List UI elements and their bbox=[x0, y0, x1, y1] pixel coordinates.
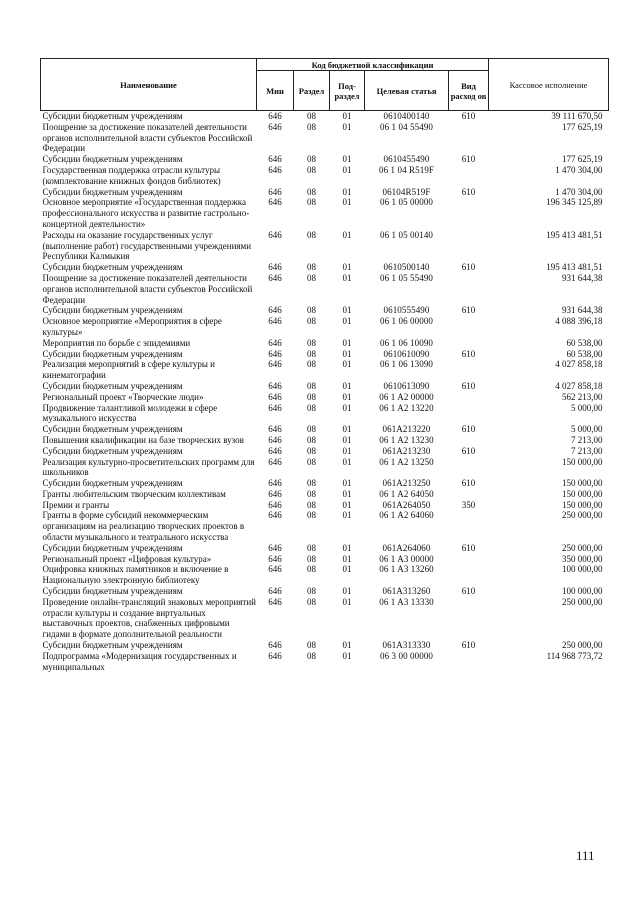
cell-min: 646 bbox=[268, 650, 282, 661]
cell-amount: 100 000,00 bbox=[562, 586, 603, 597]
cell-statya: 06 1 04 R519F bbox=[378, 164, 435, 175]
cell-statya: 06 1 05 00000 bbox=[379, 197, 434, 208]
cell-amount: 177 625,19 bbox=[562, 121, 603, 132]
cell-name: Субсидии бюджетным учреждениям bbox=[42, 424, 183, 435]
cell-name: Проведение онлайн-трансляций знаковых мероприятий отрасли культуры и создание виртуальных выставочных проектов, снабженных цифровыми гидами в формате дополнительной реальности bbox=[42, 596, 256, 640]
cell-min: 646 bbox=[268, 305, 282, 316]
cell-razdel: 08 bbox=[307, 434, 316, 445]
cell-podrazdel: 01 bbox=[342, 262, 352, 273]
cell-vid bbox=[449, 457, 489, 479]
cell-podrazdel: 01 bbox=[342, 391, 352, 402]
cell-podrazdel: 01 bbox=[342, 488, 352, 499]
cell-razdel: 08 bbox=[307, 650, 316, 661]
cell-statya: 06 1 A2 13220 bbox=[379, 402, 434, 413]
cell-vid bbox=[449, 230, 489, 262]
cell-statya: 0610613090 bbox=[383, 380, 430, 391]
cell-min: 646 bbox=[268, 478, 282, 489]
cell-podrazdel: 01 bbox=[342, 434, 352, 445]
cell-min: 646 bbox=[268, 154, 282, 165]
table-row bbox=[41, 381, 609, 392]
cell-vid: 610 bbox=[461, 348, 476, 359]
cell-name: Оцифровка книжных памятников и включение в Национальную электронную библиотеку bbox=[42, 564, 229, 586]
cell-razdel: 08 bbox=[307, 478, 316, 489]
cell-podrazdel: 01 bbox=[342, 586, 352, 597]
cell-min: 646 bbox=[268, 348, 282, 359]
cell-statya: 06 1 A3 13260 bbox=[379, 564, 434, 575]
cell-razdel: 08 bbox=[307, 596, 316, 607]
table-row bbox=[41, 457, 609, 479]
cell-amount: 5 000,00 bbox=[571, 424, 603, 435]
cell-podrazdel: 01 bbox=[342, 456, 352, 467]
cell-podrazdel: 01 bbox=[342, 402, 352, 413]
cell-podrazdel: 01 bbox=[342, 229, 352, 240]
cell-razdel: 08 bbox=[307, 456, 316, 467]
cell-amount: 1 470 304,00 bbox=[555, 164, 603, 175]
table-row bbox=[41, 338, 609, 349]
cell-amount: 350 000,00 bbox=[562, 553, 603, 564]
table-row bbox=[41, 489, 609, 500]
cell-vid bbox=[449, 435, 489, 446]
cell-statya: 061A213220 bbox=[382, 424, 431, 435]
table-row bbox=[41, 197, 609, 229]
cell-name: Гранты любительским творческим коллективам bbox=[42, 488, 226, 499]
header-amount: Кассовое исполнение bbox=[489, 59, 609, 111]
cell-name: Поощрение за достижение показателей деятельности органов исполнительной власти субъектов Российской Федерации bbox=[42, 121, 253, 154]
cell-vid: 610 bbox=[461, 542, 476, 553]
cell-razdel: 08 bbox=[307, 111, 316, 121]
cell-name: Премии и гранты bbox=[42, 499, 110, 510]
table-row bbox=[41, 154, 609, 165]
cell-name: Субсидии бюджетным учреждениям bbox=[42, 262, 183, 273]
cell-razdel: 08 bbox=[307, 337, 316, 348]
cell-statya: 06 1 06 00000 bbox=[379, 316, 434, 327]
table-row bbox=[41, 640, 609, 651]
header-razdel: Раздел bbox=[294, 71, 330, 111]
cell-razdel: 08 bbox=[307, 262, 316, 273]
cell-podrazdel: 01 bbox=[342, 154, 352, 165]
cell-min: 646 bbox=[268, 434, 282, 445]
cell-statya: 061A313330 bbox=[382, 640, 431, 651]
cell-amount: 60 538,00 bbox=[566, 337, 603, 348]
table-row bbox=[41, 230, 609, 262]
cell-name: Субсидии бюджетным учреждениям bbox=[42, 542, 183, 553]
cell-statya: 06 1 05 55490 bbox=[379, 272, 434, 283]
cell-vid bbox=[449, 564, 489, 586]
cell-statya: 0610500140 bbox=[383, 262, 430, 273]
cell-podrazdel: 01 bbox=[342, 596, 352, 607]
table-row bbox=[41, 424, 609, 435]
header-name: Наименование bbox=[41, 59, 257, 111]
table-row bbox=[41, 554, 609, 565]
document-page bbox=[40, 58, 608, 672]
cell-min: 646 bbox=[268, 640, 282, 651]
cell-razdel: 08 bbox=[307, 564, 316, 575]
cell-vid bbox=[449, 554, 489, 565]
cell-podrazdel: 01 bbox=[342, 337, 352, 348]
cell-vid: 610 bbox=[461, 586, 476, 597]
header-vid: Вид расход ов bbox=[449, 71, 489, 111]
cell-min: 646 bbox=[268, 197, 282, 208]
cell-vid bbox=[449, 359, 489, 381]
cell-razdel: 08 bbox=[307, 186, 316, 197]
cell-razdel: 08 bbox=[307, 488, 316, 499]
cell-vid: 610 bbox=[461, 424, 476, 435]
cell-amount: 195 413 481,51 bbox=[546, 262, 603, 273]
cell-amount: 931 644,38 bbox=[562, 272, 603, 283]
table-row bbox=[41, 165, 609, 187]
cell-razdel: 08 bbox=[307, 272, 316, 283]
cell-min: 646 bbox=[268, 391, 282, 402]
cell-razdel: 08 bbox=[307, 154, 316, 165]
table-row bbox=[41, 597, 609, 640]
cell-min: 646 bbox=[268, 272, 282, 283]
cell-razdel: 08 bbox=[307, 586, 316, 597]
cell-podrazdel: 01 bbox=[342, 164, 352, 175]
cell-amount: 150 000,00 bbox=[562, 499, 603, 510]
cell-podrazdel: 01 bbox=[342, 478, 352, 489]
cell-min: 646 bbox=[268, 262, 282, 273]
cell-name: Региональный проект «Цифровая культура» bbox=[42, 553, 212, 564]
cell-min: 646 bbox=[268, 316, 282, 327]
cell-razdel: 08 bbox=[307, 391, 316, 402]
table-row bbox=[41, 478, 609, 489]
cell-statya: 06 1 04 55490 bbox=[379, 121, 434, 132]
cell-name: Субсидии бюджетным учреждениям bbox=[42, 640, 183, 651]
cell-podrazdel: 01 bbox=[342, 640, 352, 651]
cell-statya: 0610400140 bbox=[383, 111, 430, 121]
cell-razdel: 08 bbox=[307, 229, 316, 240]
cell-name: Реализация мероприятий в сфере культуры и кинематографии bbox=[42, 359, 215, 381]
cell-name: Субсидии бюджетным учреждениям bbox=[42, 186, 183, 197]
cell-podrazdel: 01 bbox=[342, 424, 352, 435]
cell-vid: 610 bbox=[461, 305, 476, 316]
cell-min: 646 bbox=[268, 402, 282, 413]
cell-statya: 06 1 06 13090 bbox=[379, 359, 434, 370]
table-row bbox=[41, 316, 609, 338]
cell-min: 646 bbox=[268, 456, 282, 467]
cell-podrazdel: 01 bbox=[342, 272, 352, 283]
cell-min: 646 bbox=[268, 499, 282, 510]
cell-amount: 100 000,00 bbox=[562, 564, 603, 575]
cell-amount: 250 000,00 bbox=[562, 510, 603, 521]
cell-statya: 0610555490 bbox=[383, 305, 430, 316]
table-row bbox=[41, 349, 609, 360]
cell-min: 646 bbox=[268, 542, 282, 553]
cell-statya: 06 1 A2 64050 bbox=[379, 488, 434, 499]
table-row bbox=[41, 273, 609, 305]
cell-razdel: 08 bbox=[307, 402, 316, 413]
cell-razdel: 08 bbox=[307, 305, 316, 316]
cell-vid: 610 bbox=[461, 478, 476, 489]
cell-amount: 931 644,38 bbox=[562, 305, 603, 316]
cell-min: 646 bbox=[268, 121, 282, 132]
cell-vid bbox=[449, 338, 489, 349]
cell-min: 646 bbox=[268, 424, 282, 435]
cell-name: Мероприятия по борьбе с эпидемиями bbox=[42, 337, 191, 348]
cell-statya: 061A264060 bbox=[382, 542, 431, 553]
cell-amount: 1 470 304,00 bbox=[555, 186, 603, 197]
cell-podrazdel: 01 bbox=[342, 348, 352, 359]
cell-name: Поощрение за достижение показателей деятельности органов исполнительной власти субъектов Российской Федерации bbox=[42, 272, 253, 305]
cell-name: Государственная поддержка отрасли культуры (комплектование книжных фондов библиотек) bbox=[42, 164, 221, 186]
table-row bbox=[41, 392, 609, 403]
cell-min: 646 bbox=[268, 164, 282, 175]
cell-amount: 195 413 481,51 bbox=[546, 229, 603, 240]
cell-amount: 562 213,00 bbox=[562, 391, 603, 402]
cell-razdel: 08 bbox=[307, 553, 316, 564]
header-podrazdel: Под-раздел bbox=[330, 71, 365, 111]
cell-min: 646 bbox=[268, 564, 282, 575]
cell-amount: 7 213,00 bbox=[571, 445, 603, 456]
table-row bbox=[41, 510, 609, 542]
cell-razdel: 08 bbox=[307, 640, 316, 651]
cell-name: Расходы на оказание государственных услуг (выполнение работ) государственными учреждениями Республики Калмыкия bbox=[42, 229, 252, 262]
cell-min: 646 bbox=[268, 186, 282, 197]
cell-amount: 150 000,00 bbox=[562, 456, 603, 467]
table-row bbox=[41, 586, 609, 597]
table-row bbox=[41, 187, 609, 198]
cell-min: 646 bbox=[268, 510, 282, 521]
table-row bbox=[41, 651, 609, 673]
cell-amount: 196 345 125,89 bbox=[546, 197, 603, 208]
cell-podrazdel: 01 bbox=[342, 121, 352, 132]
cell-amount: 150 000,00 bbox=[562, 478, 603, 489]
cell-vid: 610 bbox=[461, 154, 476, 165]
cell-vid bbox=[449, 122, 489, 154]
table-row bbox=[41, 435, 609, 446]
cell-amount: 7 213,00 bbox=[571, 434, 603, 445]
cell-statya: 061A264050 bbox=[382, 499, 431, 510]
cell-podrazdel: 01 bbox=[342, 316, 352, 327]
cell-vid: 350 bbox=[461, 499, 476, 510]
cell-name: Субсидии бюджетным учреждениям bbox=[42, 478, 183, 489]
cell-min: 646 bbox=[268, 488, 282, 499]
cell-podrazdel: 01 bbox=[342, 186, 352, 197]
cell-name: Субсидии бюджетным учреждениям bbox=[42, 586, 183, 597]
cell-name: Региональный проект «Творческие люди» bbox=[42, 391, 204, 402]
cell-statya: 06 1 06 10090 bbox=[379, 337, 434, 348]
cell-vid: 610 bbox=[461, 262, 476, 273]
cell-razdel: 08 bbox=[307, 121, 316, 132]
cell-statya: 061A313260 bbox=[382, 586, 431, 597]
cell-min: 646 bbox=[268, 111, 282, 121]
cell-podrazdel: 01 bbox=[342, 111, 352, 121]
cell-statya: 061A213250 bbox=[382, 478, 431, 489]
cell-vid bbox=[449, 510, 489, 542]
cell-name: Субсидии бюджетным учреждениям bbox=[42, 305, 183, 316]
cell-razdel: 08 bbox=[307, 510, 316, 521]
cell-min: 646 bbox=[268, 380, 282, 391]
cell-statya: 0610610090 bbox=[383, 348, 430, 359]
cell-statya: 06 1 A2 64060 bbox=[379, 510, 434, 521]
cell-amount: 177 625,19 bbox=[562, 154, 603, 165]
cell-vid: 610 bbox=[461, 111, 476, 121]
cell-razdel: 08 bbox=[307, 380, 316, 391]
header-code-group: Код бюджетной классификации bbox=[257, 59, 489, 71]
cell-podrazdel: 01 bbox=[342, 542, 352, 553]
cell-vid: 610 bbox=[461, 640, 476, 651]
table-row bbox=[41, 359, 609, 381]
table-row bbox=[41, 262, 609, 273]
cell-name: Субсидии бюджетным учреждениям bbox=[42, 348, 183, 359]
table-row bbox=[41, 500, 609, 511]
cell-name: Основное мероприятие «Мероприятия в сфере культуры» bbox=[42, 316, 222, 337]
cell-vid bbox=[449, 316, 489, 338]
cell-razdel: 08 bbox=[307, 359, 316, 370]
cell-amount: 250 000,00 bbox=[562, 542, 603, 553]
cell-razdel: 08 bbox=[307, 499, 316, 510]
cell-name: Подпрограмма «Модернизация государственных и муниципальных bbox=[42, 650, 237, 672]
budget-table bbox=[40, 58, 609, 672]
cell-statya: 06 1 A3 00000 bbox=[379, 553, 434, 564]
cell-amount: 114 968 773,72 bbox=[546, 650, 603, 661]
cell-amount: 250 000,00 bbox=[562, 596, 603, 607]
cell-statya: 06 1 A2 13230 bbox=[379, 434, 434, 445]
cell-min: 646 bbox=[268, 553, 282, 564]
cell-podrazdel: 01 bbox=[342, 499, 352, 510]
cell-podrazdel: 01 bbox=[342, 564, 352, 575]
cell-min: 646 bbox=[268, 359, 282, 370]
cell-statya: 06 1 A3 13330 bbox=[379, 596, 434, 607]
cell-name: Субсидии бюджетным учреждениям bbox=[42, 380, 183, 391]
cell-razdel: 08 bbox=[307, 424, 316, 435]
cell-podrazdel: 01 bbox=[342, 380, 352, 391]
cell-statya: 06104R519F bbox=[382, 186, 431, 197]
cell-vid bbox=[449, 403, 489, 425]
cell-podrazdel: 01 bbox=[342, 359, 352, 370]
cell-statya: 06 3 00 00000 bbox=[379, 650, 434, 661]
cell-statya: 06 1 05 00140 bbox=[379, 229, 434, 240]
cell-statya: 0610455490 bbox=[383, 154, 430, 165]
cell-statya: 06 1 A2 13250 bbox=[379, 456, 434, 467]
header-statya: Целевая статья bbox=[365, 71, 449, 111]
cell-name: Основное мероприятие «Государственная поддержка профессионального искусства и развитие гастрольно-концертной деятельности» bbox=[42, 197, 250, 229]
cell-podrazdel: 01 bbox=[342, 445, 352, 456]
cell-vid: 610 bbox=[461, 186, 476, 197]
cell-min: 646 bbox=[268, 337, 282, 348]
cell-amount: 60 538,00 bbox=[566, 348, 603, 359]
cell-podrazdel: 01 bbox=[342, 510, 352, 521]
cell-razdel: 08 bbox=[307, 542, 316, 553]
cell-vid bbox=[449, 651, 489, 673]
cell-amount: 250 000,00 bbox=[562, 640, 603, 651]
cell-podrazdel: 01 bbox=[342, 553, 352, 564]
cell-podrazdel: 01 bbox=[342, 305, 352, 316]
header-min: Мин bbox=[257, 71, 294, 111]
cell-vid: 610 bbox=[461, 380, 476, 391]
cell-podrazdel: 01 bbox=[342, 650, 352, 661]
table-row bbox=[41, 122, 609, 154]
cell-razdel: 08 bbox=[307, 197, 316, 208]
table-row bbox=[41, 564, 609, 586]
cell-name: Продвижение талантливой молодежи в сфере музыкального искусства bbox=[42, 402, 218, 424]
cell-min: 646 bbox=[268, 596, 282, 607]
cell-razdel: 08 bbox=[307, 316, 316, 327]
cell-min: 646 bbox=[268, 229, 282, 240]
cell-name: Субсидии бюджетным учреждениям bbox=[42, 445, 183, 456]
table-row bbox=[41, 403, 609, 425]
cell-vid bbox=[449, 197, 489, 229]
cell-min: 646 bbox=[268, 445, 282, 456]
page-number: 111 bbox=[576, 848, 595, 863]
cell-amount: 4 027 858,18 bbox=[555, 380, 603, 391]
cell-name: Гранты в форме субсидий некоммерческим организациям на реализацию творческих проектов в области музыкального и театрального искусства bbox=[42, 510, 245, 543]
cell-statya: 061A213230 bbox=[382, 445, 431, 456]
cell-name: Реализация культурно-просветительских программ для школьников bbox=[42, 456, 255, 478]
cell-vid bbox=[449, 165, 489, 187]
cell-amount: 150 000,00 bbox=[562, 488, 603, 499]
cell-vid bbox=[449, 273, 489, 305]
cell-statya: 06 1 A2 00000 bbox=[379, 391, 434, 402]
cell-razdel: 08 bbox=[307, 164, 316, 175]
cell-razdel: 08 bbox=[307, 445, 316, 456]
cell-name: Повышения квалификации на базе творческих вузов bbox=[42, 434, 244, 445]
table-row bbox=[41, 446, 609, 457]
cell-amount: 4 088 396,18 bbox=[555, 316, 603, 327]
cell-vid bbox=[449, 597, 489, 640]
table-body bbox=[41, 111, 609, 673]
table-header bbox=[41, 59, 609, 111]
cell-name: Субсидии бюджетным учреждениям bbox=[42, 111, 183, 121]
cell-vid bbox=[449, 392, 489, 403]
cell-podrazdel: 01 bbox=[342, 197, 352, 208]
cell-name: Субсидии бюджетным учреждениям bbox=[42, 154, 183, 165]
cell-min: 646 bbox=[268, 586, 282, 597]
cell-amount: 5 000,00 bbox=[571, 402, 603, 413]
cell-vid bbox=[449, 489, 489, 500]
cell-amount: 39 111 670,50 bbox=[551, 111, 603, 121]
table-row bbox=[41, 543, 609, 554]
cell-vid: 610 bbox=[461, 445, 476, 456]
cell-amount: 4 027 858,18 bbox=[555, 359, 603, 370]
cell-razdel: 08 bbox=[307, 348, 316, 359]
table-row bbox=[41, 305, 609, 316]
table-row bbox=[41, 111, 609, 122]
